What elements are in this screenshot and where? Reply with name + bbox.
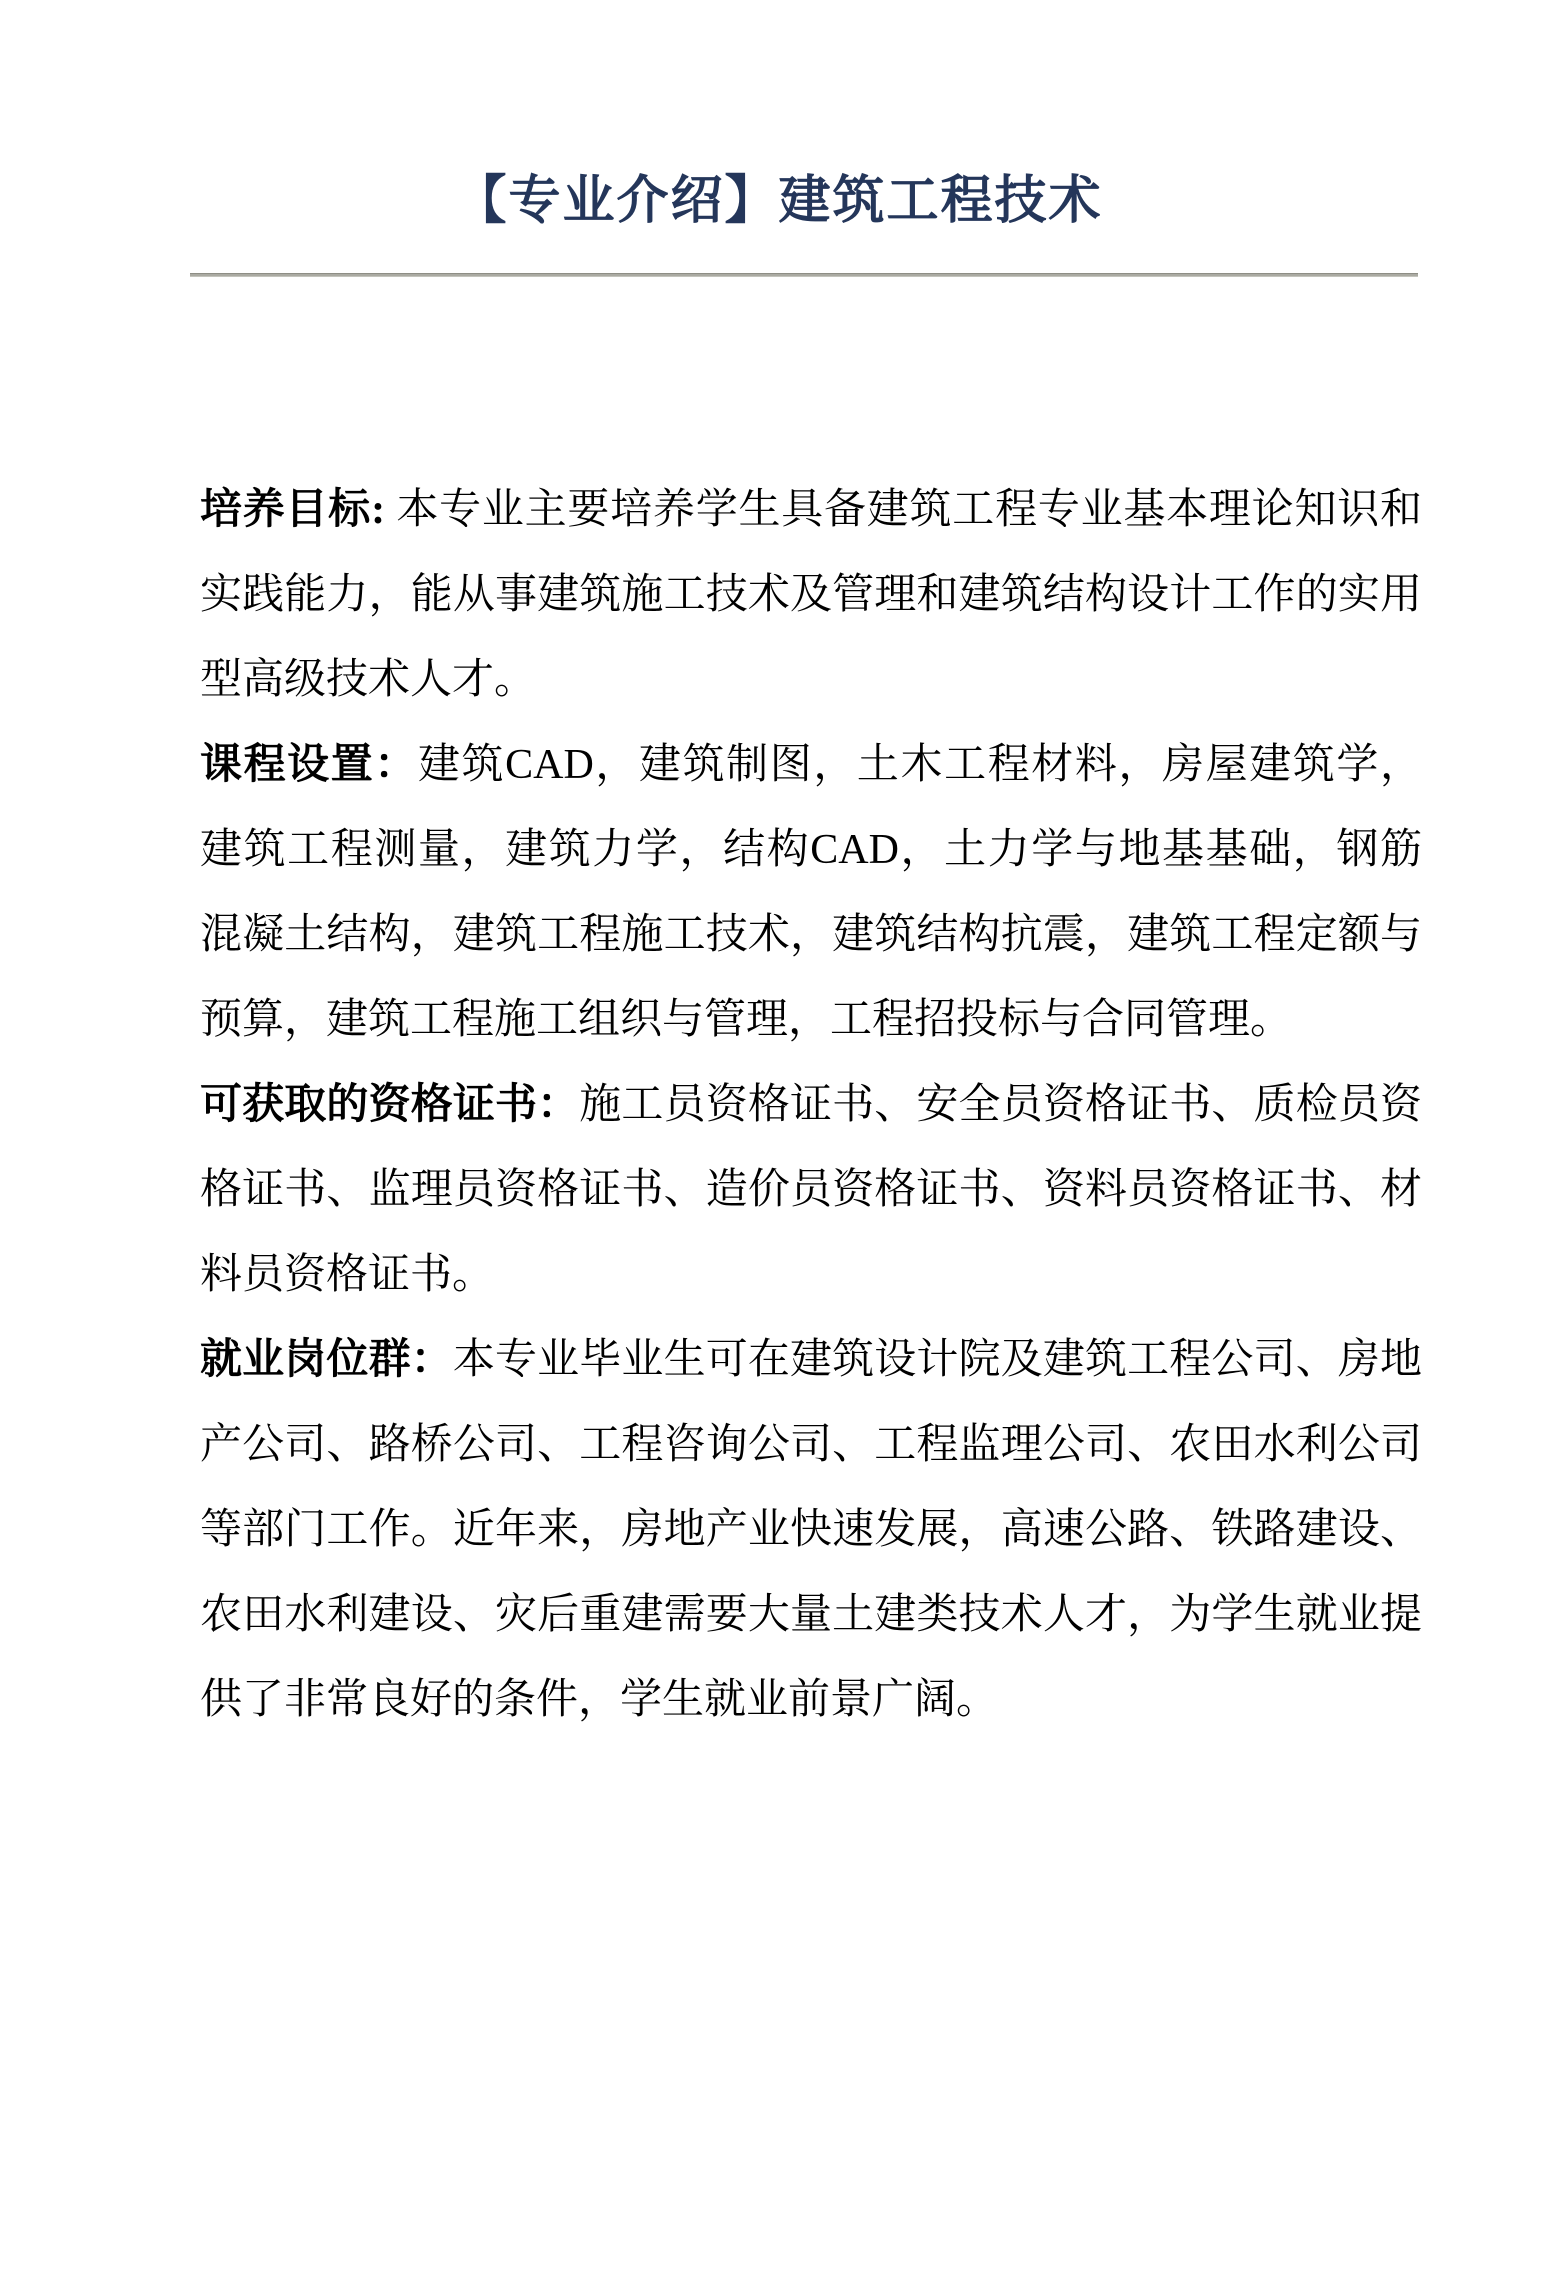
title-divider <box>190 273 1418 277</box>
paragraph-text-courses: 建筑CAD，建筑制图，土木工程材料，房屋建筑学，建筑工程测量，建筑力学，结构CAD，土力学与地基基础，钢筋混凝土结构，建筑工程施工技术，建筑结构抗震，建筑工程定额与预算，建筑工程施工组织与管理，工程招投标与合同管理。 <box>200 742 1422 1043</box>
paragraph-employment <box>200 1318 1422 1743</box>
document-body <box>200 468 1422 1743</box>
paragraph-lead-training-objective: 培养目标: <box>200 487 397 533</box>
paragraph-training-objective <box>200 468 1422 723</box>
paragraph-text-employment: 本专业毕业生可在建筑设计院及建筑工程公司、房地产公司、路桥公司、工程咨询公司、工程监理公司、农田水利公司等部门工作。近年来，房地产业快速发展，高速公路、铁路建设、农田水利建设、灾后重建需要大量土建类技术人才，为学生就业提供了非常良好的条件，学生就业前景广阔。 <box>200 1337 1422 1723</box>
paragraph-lead-courses: 课程设置： <box>200 742 418 788</box>
paragraph-courses <box>200 723 1422 1063</box>
paragraph-text-training-objective: 本专业主要培养学生具备建筑工程专业基本理论知识和实践能力，能从事建筑施工技术及管理和建筑结构设计工作的实用型高级技术人才。 <box>200 487 1422 703</box>
paragraph-text-certificates: 施工员资格证书、安全员资格证书、质检员资格证书、监理员资格证书、造价员资格证书、资料员资格证书、材料员资格证书。 <box>200 1082 1422 1298</box>
paragraph-lead-certificates: 可获取的资格证书： <box>200 1082 580 1128</box>
page-title: 【专业介绍】建筑工程技术 <box>454 172 1103 230</box>
paragraph-lead-employment: 就业岗位群： <box>200 1337 453 1383</box>
paragraph-certificates <box>200 1063 1422 1318</box>
